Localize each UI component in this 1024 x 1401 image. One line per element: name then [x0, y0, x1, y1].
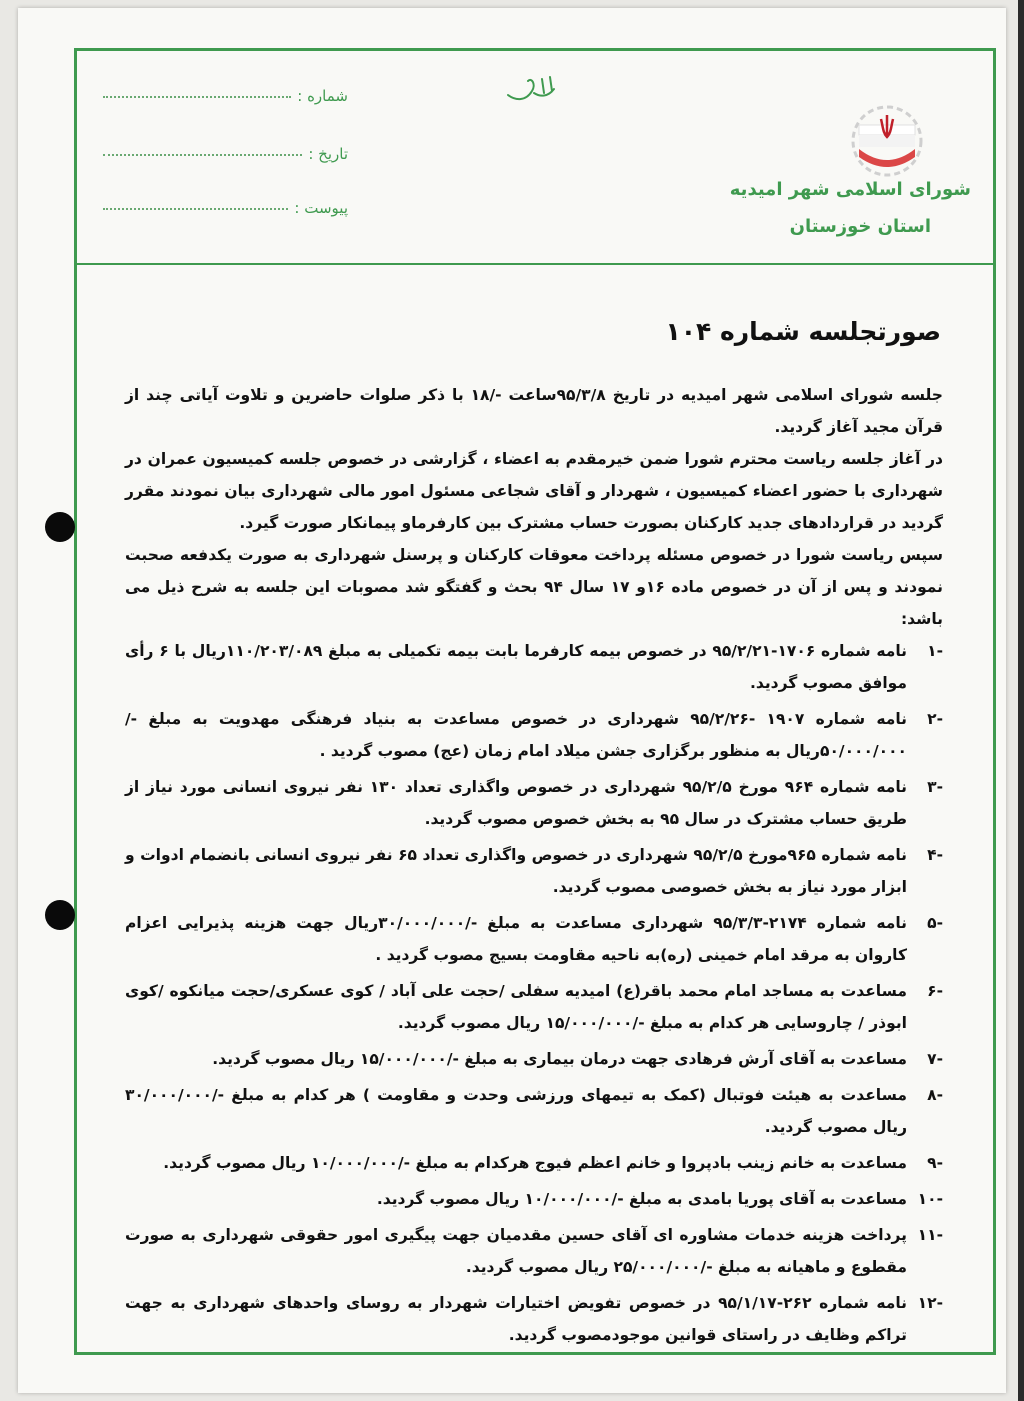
item-text: مساعدت به آقای پوریا بامدی به مبلغ -/۱۰/۰۰۰/۰۰۰ ریال مصوب گردید.: [376, 1190, 907, 1208]
attachment-field: [103, 199, 348, 217]
attachment-label: پیوست :: [294, 199, 348, 217]
approvals-intro-paragraph: سپس ریاست شورا در خصوص مسئله پرداخت معوقات کارکنان و پرسنل شهرداری به صورت یکدفعه صحبت نمودند و پس از آن در خصوص ماده ۱۶و ۱۷ سال ۹۴ بحث و گفتگو شد مصوبات این جلسه به شرح ذیل می باشد:: [125, 546, 943, 628]
item-text: مساعدت به خانم زینب بادپروا و خانم اعظم فیوج هرکدام به مبلغ -/۱۰/۰۰۰/۰۰۰ ریال مصوب گردید.: [163, 1154, 907, 1172]
item-number: -۴: [927, 846, 943, 864]
item-number: -۷: [927, 1050, 943, 1068]
item-number: -۳: [927, 778, 943, 796]
letterhead-frame: [74, 48, 996, 1355]
list-item: [125, 839, 943, 903]
item-number: -۹: [927, 1154, 943, 1172]
number-dotted-line: [103, 95, 291, 98]
item-text: مساعدت به آقای آرش فرهادی جهت درمان بیماری به مبلغ -/۱۵/۰۰۰/۰۰۰ ریال مصوب گردید.: [212, 1050, 907, 1068]
list-item: [125, 1219, 943, 1283]
iran-emblem-icon: [839, 101, 935, 181]
list-item: [125, 771, 943, 835]
number-field: [103, 87, 348, 105]
commission-paragraph: در آغاز جلسه ریاست محترم شورا ضمن خیرمقدم به اعضاء ، گزارشی در خصوص جلسه کمیسیون عمران در شهرداری با حضور اعضاء کمیسیون ، شهردار و آقای شجاعی مسئول امور مالی شهرداری بیان نمودند مقرر گردید در قراردادهای جدید کارکنان بصورت حساب مشترک بین کارفرماو پیمانکار صورت گیرد.: [125, 450, 943, 532]
list-item: [125, 1079, 943, 1143]
item-number: -۲: [927, 710, 943, 728]
item-number: -۵: [927, 914, 943, 932]
item-text: نامه شماره ۲۱۷۴-۹۵/۳/۳ شهرداری مساعدت به مبلغ -/۳۰/۰۰۰/۰۰۰ریال جهت هزینه پذیرایی اعزام کاروان به مرقد امام خمینی (ره)به ناحیه مقاومت بسیج مصوب گردید .: [125, 914, 907, 964]
intro-paragraph: جلسه شورای اسلامی شهر امیدیه در تاریخ ۹۵/۳/۸ساعت -/۱۸ با ذکر صلوات حاضرین و تلاوت آیاتی چند از قرآن مجید آغاز گردید.: [125, 386, 943, 436]
list-item: [125, 1043, 943, 1075]
punch-hole: [45, 512, 75, 542]
minutes-title: صورتجلسه شماره ۱۰۴: [665, 317, 941, 346]
item-text: نامه شماره ۱۹۰۷ -۹۵/۲/۲۶ شهرداری در خصوص مساعدت به بنیاد فرهنگی مهدویت به مبلغ -/۵۰/۰۰۰/۰۰۰ریال به منظور برگزاری جشن میلاد امام زمان (عج) مصوب گردید .: [125, 710, 907, 760]
item-text: نامه شماره ۲۶۲-۹۵/۱/۱۷ در خصوص تفویض اختیارات شهردار به روسای واحدهای شهرداری به جهت تراکم وظایف در راستای قوانین موجودمصوب گردید.: [125, 1294, 907, 1344]
date-dotted-line: [103, 153, 302, 156]
scan-edge: [1018, 0, 1024, 1401]
item-text: مساعدت به مساجد امام محمد باقر(ع) امیدیه سفلی /حجت علی آباد / کوی عسکری/حجت میانکوه /کوی ابوذر / چاروسایی هر کدام به مبلغ -/۱۵/۰۰۰/۰۰۰ ریال مصوب گردید.: [125, 982, 907, 1032]
item-number: -۱۲: [917, 1294, 943, 1312]
header-divider: [77, 263, 993, 265]
item-number: -۱: [927, 642, 943, 660]
attachment-dotted-line: [103, 207, 288, 210]
approvals-list: [125, 635, 943, 1351]
item-text: مساعدت به هیئت فوتبال (کمک به تیمهای ورزشی وحدت و مقاومت ) هر کدام به مبلغ -/۳۰/۰۰۰/۰۰۰ ریال مصوب گردید.: [125, 1086, 907, 1136]
list-item: [125, 635, 943, 699]
date-field: [103, 145, 348, 163]
number-label: شماره :: [297, 87, 348, 105]
document-sheet: [18, 8, 1006, 1393]
punch-hole: [45, 900, 75, 930]
council-name: شورای اسلامی شهر امیدیه: [729, 179, 971, 200]
list-item: [125, 1183, 943, 1215]
list-item: [125, 1147, 943, 1179]
date-label: تاریخ :: [308, 145, 348, 163]
basmala-calligraphy: [502, 67, 562, 107]
item-text: پرداخت هزینه خدمات مشاوره ای آقای حسین مقدمیان جهت پیگیری امور حقوقی شهرداری به صورت مقطوع و ماهیانه به مبلغ -/۲۵/۰۰۰/۰۰۰ ریال مصوب گردید.: [125, 1226, 907, 1276]
item-text: نامه شماره ۱۷۰۶-۹۵/۲/۲۱ در خصوص بیمه کارفرما بابت بیمه تکمیلی به مبلغ ۱۱۰/۲۰۳/۰۸۹ریال با ۶ رأی موافق مصوب گردید.: [125, 642, 907, 692]
list-item: [125, 907, 943, 971]
item-text: نامه شماره ۹۶۵مورخ ۹۵/۲/۵ شهرداری در خصوص واگذاری تعداد ۶۵ نفر نیروی انسانی بانضمام ادوات و ابزار مورد نیاز به بخش خصوصی مصوب گردید.: [125, 846, 907, 896]
list-item: [125, 975, 943, 1039]
list-item: [125, 703, 943, 767]
item-text: نامه شماره ۹۶۴ مورخ ۹۵/۲/۵ شهرداری در خصوص واگذاری تعداد ۱۳۰ نفر نیروی انسانی مورد نیاز از طریق حساب مشترک در سال ۹۵ به بخش خصوص مصوب گردید.: [125, 778, 907, 828]
item-number: -۸: [927, 1086, 943, 1104]
item-number: -۶: [927, 982, 943, 1000]
item-number: -۱۱: [917, 1226, 943, 1244]
minutes-body: [125, 379, 943, 1355]
list-item: [125, 1287, 943, 1351]
item-number: -۱۰: [917, 1190, 943, 1208]
province-name: استان خوزستان: [789, 216, 931, 237]
